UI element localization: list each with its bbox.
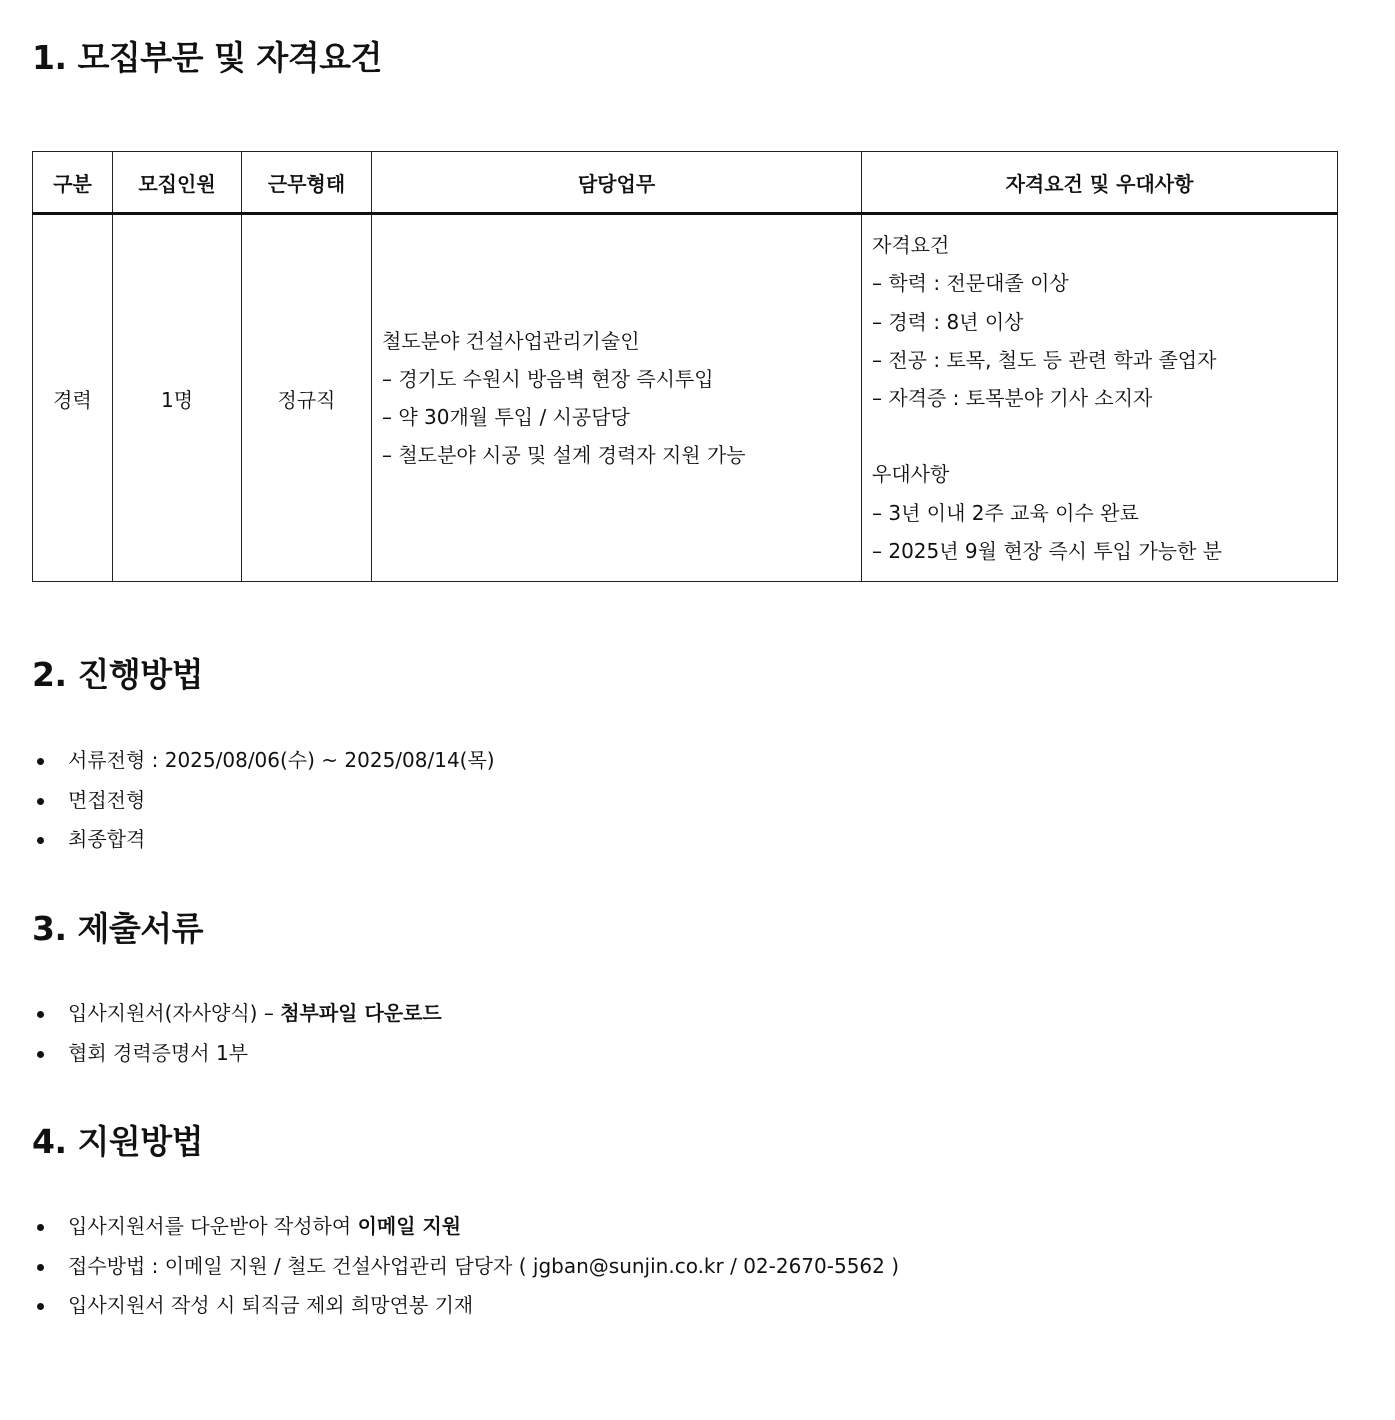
qualification-title: 자격요건: [872, 233, 950, 258]
bullet-dot: [37, 1264, 44, 1271]
section-title-apply: 4. 지원방법: [32, 1122, 203, 1161]
list-item-text: 입사지원서를 다운받아 작성하여: [68, 1214, 358, 1238]
list-item: [32, 781, 495, 821]
bullet-dot: [37, 758, 44, 765]
list-item-text: 서류전형 : 2025/08/06(수) ~ 2025/08/14(목): [68, 748, 495, 772]
table-header-row: [33, 152, 1338, 214]
header-qualifications: 자격요건 및 우대사항: [862, 152, 1338, 214]
list-item: [32, 741, 495, 781]
duty-line: 철도분야 건설사업관리기술인: [382, 328, 640, 353]
list-item-text: 입사지원서 작성 시 퇴직금 제외 희망연봉 기재: [68, 1293, 474, 1317]
qualification-line: – 경력 : 8년 이상: [872, 309, 1024, 334]
cell-employment: 정규직: [242, 214, 372, 582]
attachment-download-link[interactable]: 첨부파일 다운로드: [280, 1001, 442, 1025]
cell-category: 경력: [33, 214, 113, 582]
list-item-text: 최종합격: [68, 827, 146, 851]
list-item-text: 협회 경력증명서 1부: [68, 1040, 248, 1065]
preference-title: 우대사항: [872, 462, 950, 487]
header-headcount: 모집인원: [113, 152, 242, 214]
section-title-recruitment: 1. 모집부문 및 자격요건: [32, 38, 382, 77]
cell-headcount: 1명: [113, 214, 242, 582]
list-item: [32, 1207, 899, 1247]
bullet-dot: [37, 1303, 44, 1310]
qualification-line: – 전공 : 토목, 철도 등 관련 학과 졸업자: [872, 347, 1217, 372]
bullet-dot: [37, 837, 44, 844]
duty-line: – 경기도 수원시 방음벽 현장 즉시투입: [382, 366, 714, 391]
list-item-text: 면접전형: [68, 787, 146, 812]
spacer: [872, 417, 1337, 455]
section-title-process: 2. 진행방법: [32, 655, 203, 694]
section-title-documents: 3. 제출서류: [32, 909, 203, 948]
bullet-dot: [37, 1011, 44, 1018]
header-employment: 근무형태: [242, 152, 372, 214]
list-item: [32, 1286, 899, 1326]
header-duties: 담당업무: [372, 152, 862, 214]
email-apply-emphasis: 이메일 지원: [357, 1214, 462, 1238]
cell-duties: [372, 214, 862, 582]
list-item-text: 입사지원서(자사양식) –: [68, 1001, 281, 1025]
preference-line: – 3년 이내 2주 교육 이수 완료: [872, 500, 1139, 525]
list-item: [32, 820, 495, 860]
bullet-dot: [37, 1051, 44, 1058]
qualification-line: – 학력 : 전문대졸 이상: [872, 271, 1069, 296]
apply-list: [32, 1207, 899, 1326]
list-item: [32, 1247, 899, 1287]
preference-line: – 2025년 9월 현장 즉시 투입 가능한 분: [872, 538, 1222, 563]
qualification-line: – 자격증 : 토목분야 기사 소지자: [872, 385, 1153, 410]
header-category: 구분: [33, 152, 113, 214]
duty-line: – 약 30개월 투입 / 시공담당: [382, 405, 630, 429]
bullet-dot: [37, 1224, 44, 1231]
list-item: [32, 1034, 442, 1074]
process-list: [32, 741, 495, 860]
list-item: [32, 994, 442, 1034]
cell-qualifications: [862, 214, 1338, 582]
list-item-text: 접수방법 : 이메일 지원 / 철도 건설사업관리 담당자 ( jgban@sunjin.co.kr / 02-2670-5562 ): [68, 1253, 900, 1278]
bullet-dot: [37, 798, 44, 805]
duty-line: – 철도분야 시공 및 설계 경력자 지원 가능: [382, 443, 746, 468]
recruitment-table: [32, 151, 1338, 582]
documents-list: [32, 994, 442, 1073]
table-row: [33, 214, 1338, 582]
